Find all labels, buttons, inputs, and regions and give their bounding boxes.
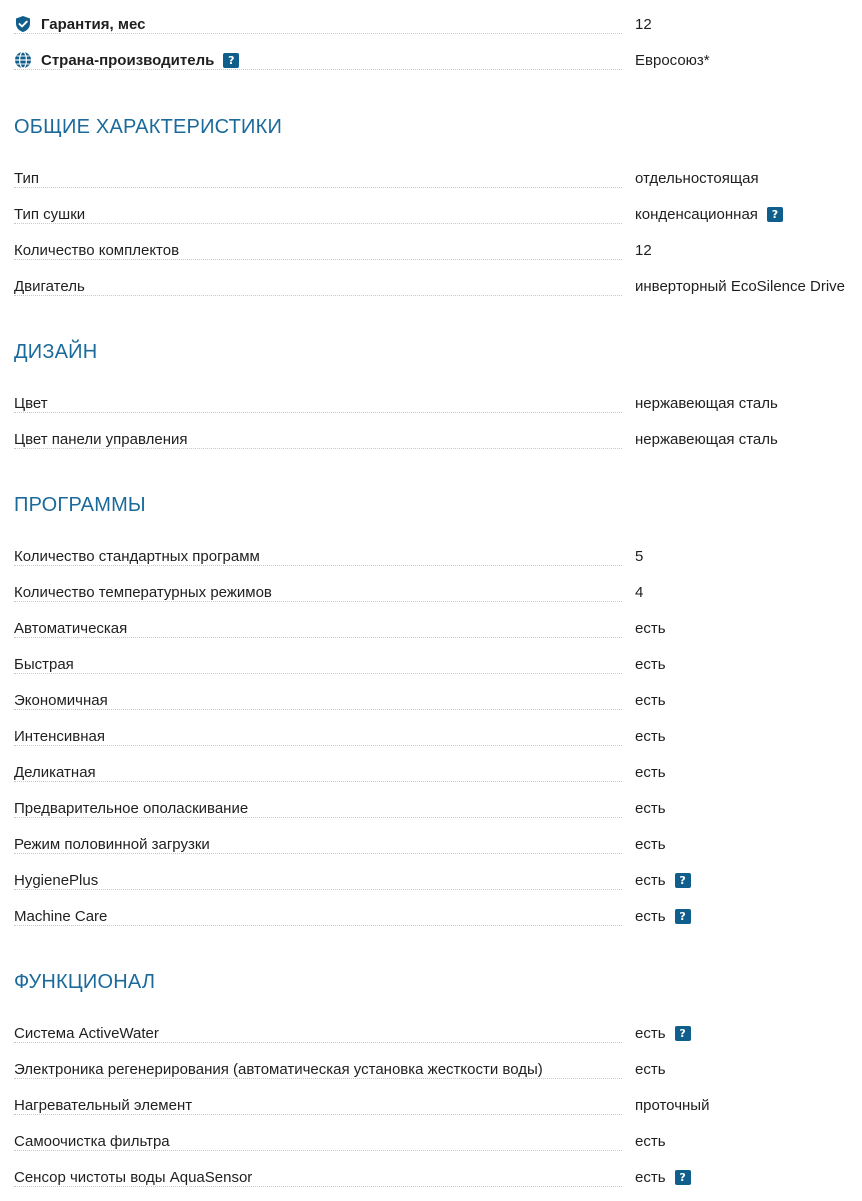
spec-name: Деликатная <box>14 764 104 781</box>
help-icon[interactable]: ? <box>223 53 239 68</box>
spec-row <box>0 196 862 232</box>
spec-name: Самоочистка фильтра <box>14 1133 178 1150</box>
shield-check-icon <box>14 15 32 33</box>
dotted-leader <box>14 853 622 854</box>
section-title-features: ФУНКЦИОНАЛ <box>14 971 156 993</box>
spec-name: Режим половинной загрузки <box>14 836 218 853</box>
spec-name: Тип <box>14 170 47 187</box>
spec-name: Экономичная <box>14 692 116 709</box>
spec-value: есть ? <box>635 898 691 934</box>
section-title-programs: ПРОГРАММЫ <box>14 494 146 516</box>
spec-value: нержавеющая сталь <box>635 394 778 412</box>
spec-value: есть <box>635 727 666 745</box>
spec-name: Количество комплектов <box>14 242 187 259</box>
spec-row <box>0 1159 862 1195</box>
spec-name: Предварительное ополаскивание <box>14 800 256 817</box>
dotted-leader <box>14 1150 622 1151</box>
dotted-leader <box>14 637 622 638</box>
spec-row <box>0 682 862 718</box>
spec-value: есть <box>635 691 666 709</box>
help-icon[interactable]: ? <box>675 1170 691 1185</box>
spec-value: инверторный EcoSilence Drive <box>635 277 846 295</box>
spec-value: есть <box>635 835 666 853</box>
spec-name: Сенсор чистоты воды AquaSensor <box>14 1169 260 1186</box>
spec-name: Количество температурных режимов <box>14 584 280 601</box>
spec-value: есть ? <box>635 862 691 898</box>
spec-row-warranty <box>0 6 862 42</box>
spec-row <box>0 1015 862 1051</box>
help-icon[interactable]: ? <box>675 873 691 888</box>
dotted-leader <box>14 223 622 224</box>
help-icon[interactable]: ? <box>675 1026 691 1041</box>
spec-row <box>0 232 862 268</box>
spec-value: есть ? <box>635 1159 691 1195</box>
spec-row <box>0 385 862 421</box>
spec-row <box>0 160 862 196</box>
dotted-leader <box>14 745 622 746</box>
dotted-leader <box>14 673 622 674</box>
spec-row-country <box>0 42 862 78</box>
spec-row <box>0 790 862 826</box>
spec-name: Быстрая <box>14 656 82 673</box>
dotted-leader <box>14 69 622 70</box>
spec-name: Нагревательный элемент <box>14 1097 200 1114</box>
spec-name: Machine Care <box>14 908 115 925</box>
spec-value: 12 <box>635 15 652 33</box>
dotted-leader <box>14 817 622 818</box>
spec-name: Двигатель <box>14 278 93 295</box>
dotted-leader <box>14 33 622 34</box>
dotted-leader <box>14 1114 622 1115</box>
spec-name: Тип сушки <box>14 206 93 223</box>
spec-value: конденсационная ? <box>635 196 783 232</box>
spec-value: нержавеющая сталь <box>635 430 778 448</box>
spec-value: есть ? <box>635 1015 691 1051</box>
spec-name: Страна-производитель ? <box>41 52 247 69</box>
spec-value: Евросоюз* <box>635 51 710 69</box>
dotted-leader <box>14 889 622 890</box>
spec-row <box>0 754 862 790</box>
spec-value: отдельностоящая <box>635 169 759 187</box>
spec-row <box>0 898 862 934</box>
spec-row <box>0 1123 862 1159</box>
spec-value: 12 <box>635 241 652 259</box>
spec-value: проточный <box>635 1096 710 1114</box>
dotted-leader <box>14 295 622 296</box>
dotted-leader <box>14 448 622 449</box>
spec-value: есть <box>635 1060 666 1078</box>
spec-row <box>0 1087 862 1123</box>
spec-name: Система ActiveWater <box>14 1025 167 1042</box>
spec-value: есть <box>635 655 666 673</box>
spec-name: Электроника регенерирования (автоматическая установка жесткости воды) <box>14 1061 551 1078</box>
spec-row <box>0 1051 862 1087</box>
spec-row <box>0 574 862 610</box>
spec-name: HygienePlus <box>14 872 106 889</box>
spec-row <box>0 646 862 682</box>
spec-value: 5 <box>635 547 644 565</box>
spec-value: есть <box>635 1132 666 1150</box>
dotted-leader <box>14 1186 622 1187</box>
spec-row <box>0 862 862 898</box>
spec-value: 4 <box>635 583 644 601</box>
dotted-leader <box>14 565 622 566</box>
dotted-leader <box>14 709 622 710</box>
dotted-leader <box>14 1078 622 1079</box>
help-icon[interactable]: ? <box>675 909 691 924</box>
globe-icon <box>14 51 32 69</box>
spec-name: Количество стандартных программ <box>14 548 268 565</box>
spec-value: есть <box>635 799 666 817</box>
spec-row <box>0 610 862 646</box>
dotted-leader <box>14 412 622 413</box>
spec-name: Цвет панели управления <box>14 431 195 448</box>
dotted-leader <box>14 601 622 602</box>
spec-row <box>0 268 862 304</box>
spec-row <box>0 718 862 754</box>
dotted-leader <box>14 259 622 260</box>
spec-name: Автоматическая <box>14 620 135 637</box>
dotted-leader <box>14 1042 622 1043</box>
spec-name: Цвет <box>14 395 56 412</box>
help-icon[interactable]: ? <box>767 207 783 222</box>
dotted-leader <box>14 187 622 188</box>
dotted-leader <box>14 781 622 782</box>
spec-name: Гарантия, мес <box>41 16 153 33</box>
spec-value: есть <box>635 763 666 781</box>
dotted-leader <box>14 925 622 926</box>
spec-name: Интенсивная <box>14 728 113 745</box>
spec-row <box>0 826 862 862</box>
spec-row <box>0 538 862 574</box>
spec-row <box>0 421 862 457</box>
section-title-design: ДИЗАЙН <box>14 341 98 363</box>
section-title-general: ОБЩИЕ ХАРАКТЕРИСТИКИ <box>14 116 283 138</box>
spec-value: есть <box>635 619 666 637</box>
